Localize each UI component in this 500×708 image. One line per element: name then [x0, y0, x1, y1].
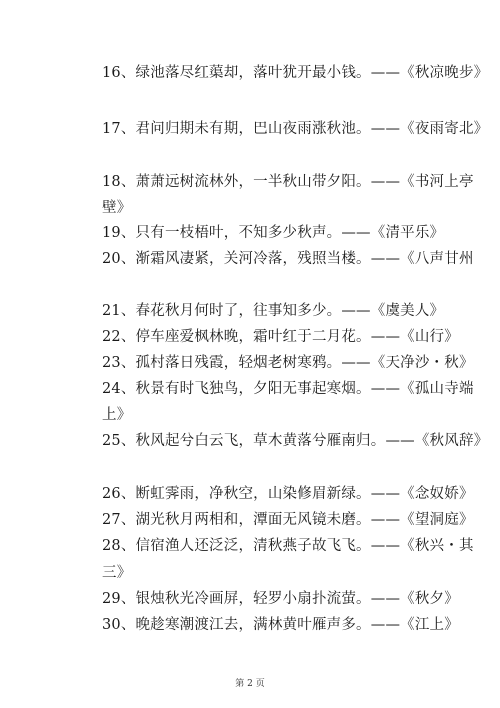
poem-line-25: 25、秋风起兮白云飞，草木黄落兮雁南归。——《秋风辞》 [102, 433, 489, 449]
poem-line-24-continued: 上》 [102, 407, 132, 423]
poem-line-26: 26、断虹霁雨，净秋空，山染修眉新绿。——《念奴娇》 [102, 486, 474, 502]
poem-line-28-continued: 三》 [102, 565, 132, 581]
poem-line-17: 17、君问归期未有期，巴山夜雨涨秋池。——《夜雨寄北》 [102, 121, 489, 137]
poem-line-16: 16、绿池落尽红蕖却，落叶犹开最小钱。——《秋凉晚步》 [102, 65, 489, 81]
poem-line-29: 29、银烛秋光冷画屏，轻罗小扇扑流萤。——《秋夕》 [102, 591, 459, 607]
poem-line-20: 20、渐霜风凄紧，关河冷落，残照当楼。——《八声甘州 [102, 251, 474, 267]
poem-line-30: 30、晚趁寒潮渡江去，满林黄叶雁声多。——《江上》 [102, 617, 459, 633]
poem-line-28: 28、信宿渔人还泛泛，清秋燕子故飞飞。——《秋兴・其 [102, 538, 474, 554]
poem-line-18: 18、萧萧远树流林外，一半秋山带夕阳。——《书河上亭 [102, 174, 474, 190]
page-number: 第 2 页 [235, 679, 265, 689]
poem-line-21: 21、春花秋月何时了，往事知多少。——《虞美人》 [102, 303, 445, 319]
poem-line-23: 23、孤村落日残霞，轻烟老树寒鸦。——《天净沙・秋》 [102, 355, 474, 371]
poem-line-24: 24、秋景有时飞独鸟，夕阳无事起寒烟。——《孤山寺端 [102, 381, 474, 397]
poem-line-22: 22、停车座爱枫林晚，霜叶红于二月花。——《山行》 [102, 329, 459, 345]
poem-line-27: 27、湖光秋月两相和，潭面无风镜未磨。——《望洞庭》 [102, 512, 474, 528]
poem-line-18-continued: 壁》 [102, 200, 132, 216]
poem-line-19: 19、只有一枝梧叶，不知多少秋声。——《清平乐》 [102, 225, 445, 241]
